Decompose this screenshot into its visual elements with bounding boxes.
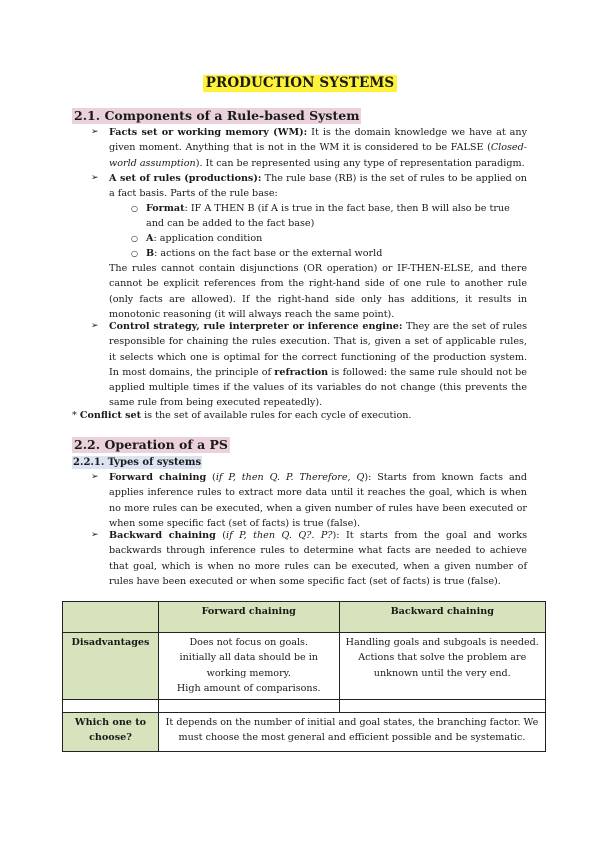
backward-paren: ( xyxy=(215,530,227,541)
row-label-which-to-choose: Which one to choose? xyxy=(63,713,159,752)
format-text: : IF A THEN B (if A is true in the fact base, then B will also be true and can be added to the fact base) xyxy=(146,203,510,230)
forward-term: Forward chaining xyxy=(109,472,207,483)
table-header-empty xyxy=(63,602,159,633)
table-row-which-to-choose xyxy=(63,713,546,752)
backward-term: Backward chaining xyxy=(109,530,216,541)
refraction-term: refraction xyxy=(274,366,329,378)
subsection-heading-2-2-1: 2.2.1. Types of systems xyxy=(73,457,202,468)
wm-paragraph xyxy=(109,125,527,171)
circle-bullet-icon: ○ xyxy=(131,204,138,213)
conflict-term: Conflict set xyxy=(79,410,142,421)
control-paragraph xyxy=(109,319,527,411)
forward-disadvantage-line: initially all data should be in working memory. xyxy=(179,652,318,679)
section-heading-2-1: 2.1. Components of a Rule-based System xyxy=(74,108,360,123)
arrow-bullet-icon: ➢ xyxy=(91,127,99,137)
page-title: PRODUCTION SYSTEMS xyxy=(203,75,397,92)
control-text2: is followed: the same rule should not be applied multiple times if the values of its variables do not change (this prevents the same rule from being executed repeatedly). xyxy=(109,366,527,409)
forward-disadvantage-line: Does not focus on goals. xyxy=(189,637,308,648)
forward-disadvantages-cell xyxy=(158,633,339,700)
table-header-row xyxy=(63,602,546,633)
table-header-backward: Backward chaining xyxy=(339,602,545,633)
section-heading-2-2: 2.2. Operation of a PS xyxy=(74,437,228,452)
wm-text1: It is the domain knowledge we have at any given moment. Anything that is not in the WM it is considered to be FALSE ( xyxy=(109,127,527,154)
conflict-text: is the set of available rules for each cycle of execution. xyxy=(141,410,412,421)
b-term: B xyxy=(146,248,155,259)
comparison-table xyxy=(62,601,546,752)
conflict-set-note xyxy=(72,408,532,423)
arrow-bullet-icon: ➢ xyxy=(91,173,99,183)
control-term: Control strategy, rule interpreter or inference engine: xyxy=(109,321,403,332)
backward-disadvantages-cell xyxy=(339,633,545,700)
backward-chaining-paragraph xyxy=(109,528,527,589)
b-text: : actions on the fact base or the external world xyxy=(154,248,383,259)
rule-a-item xyxy=(146,231,527,246)
table-spacer-row xyxy=(63,700,546,713)
forward-italic: if P, then Q. P. Therefore, Q xyxy=(215,472,365,483)
rule-format-item xyxy=(146,201,527,232)
star-marker: * xyxy=(72,410,80,421)
wm-term: Facts set or working memory (WM): xyxy=(109,127,308,138)
arrow-bullet-icon: ➢ xyxy=(91,530,99,540)
title-wrap xyxy=(0,72,600,92)
format-term: Format xyxy=(146,203,185,214)
backward-text: ): It starts from the goal and works backwards through inference rules to determine what facts are needed to achieve that goal, which is when no more rules can be executed, when a given number of rules have been executed or when some specific fact (set of facts) is true (false). xyxy=(109,530,528,587)
rules-restrictions-paragraph: The rules cannot contain disjunctions (OR operation) or IF-THEN-ELSE, and there cannot be explicit references from the right-hand side of one rule to another rule (only facts are allowed). If the right-hand side only has additions, it results in monotonic reasoning (it will always reach the same point). xyxy=(109,263,527,320)
table-row-disadvantages xyxy=(63,633,546,700)
backward-disadvantage-line: Handling goals and subgoals is needed. xyxy=(345,637,539,648)
forward-paren: ( xyxy=(206,472,216,483)
wm-italic: Closed-world assumption xyxy=(109,142,527,169)
which-to-choose-cell: It depends on the number of initial and goal states, the branching factor. We must choose the most general and efficient possible and be systematic. xyxy=(158,713,545,752)
forward-disadvantage-line: High amount of comparisons. xyxy=(176,682,321,694)
a-text: : application condition xyxy=(153,233,263,244)
arrow-bullet-icon: ➢ xyxy=(91,472,99,482)
wm-text2: ). It can be represented using any type of representation paradigm. xyxy=(195,157,525,169)
circle-bullet-icon: ○ xyxy=(131,234,138,243)
forward-chaining-paragraph xyxy=(109,470,527,531)
row-label-disadvantages: Disadvantages xyxy=(63,633,159,700)
rules-text: The rule base (RB) is the set of rules to be applied on a fact basis. Parts of the rule base: xyxy=(109,173,527,200)
rules-paragraph xyxy=(109,171,527,202)
backward-disadvantage-line: Actions that solve the problem are unknown until the very end. xyxy=(358,652,527,679)
table-header-forward: Forward chaining xyxy=(158,602,339,633)
forward-text: ): Starts from known facts and applies inference rules to extract more data until it reaches the goal, which is when no more rules can be executed, when a given number of rules have been executed or when some specific fact (set of facts) is true (false). xyxy=(109,472,527,529)
rule-b-item xyxy=(146,246,527,261)
circle-bullet-icon: ○ xyxy=(131,249,138,258)
a-term: A xyxy=(146,233,154,244)
rules-term: A set of rules (productions): xyxy=(109,173,262,184)
backward-italic: if P, then Q. Q?. P? xyxy=(226,530,333,541)
arrow-bullet-icon: ➢ xyxy=(91,321,99,331)
control-text1: They are the set of rules responsible for chaining the rules execution. That is, given a set of applicable rules, it selects which one is optimal for the correct functioning of the production system. In most domains, the principle of xyxy=(109,321,527,378)
